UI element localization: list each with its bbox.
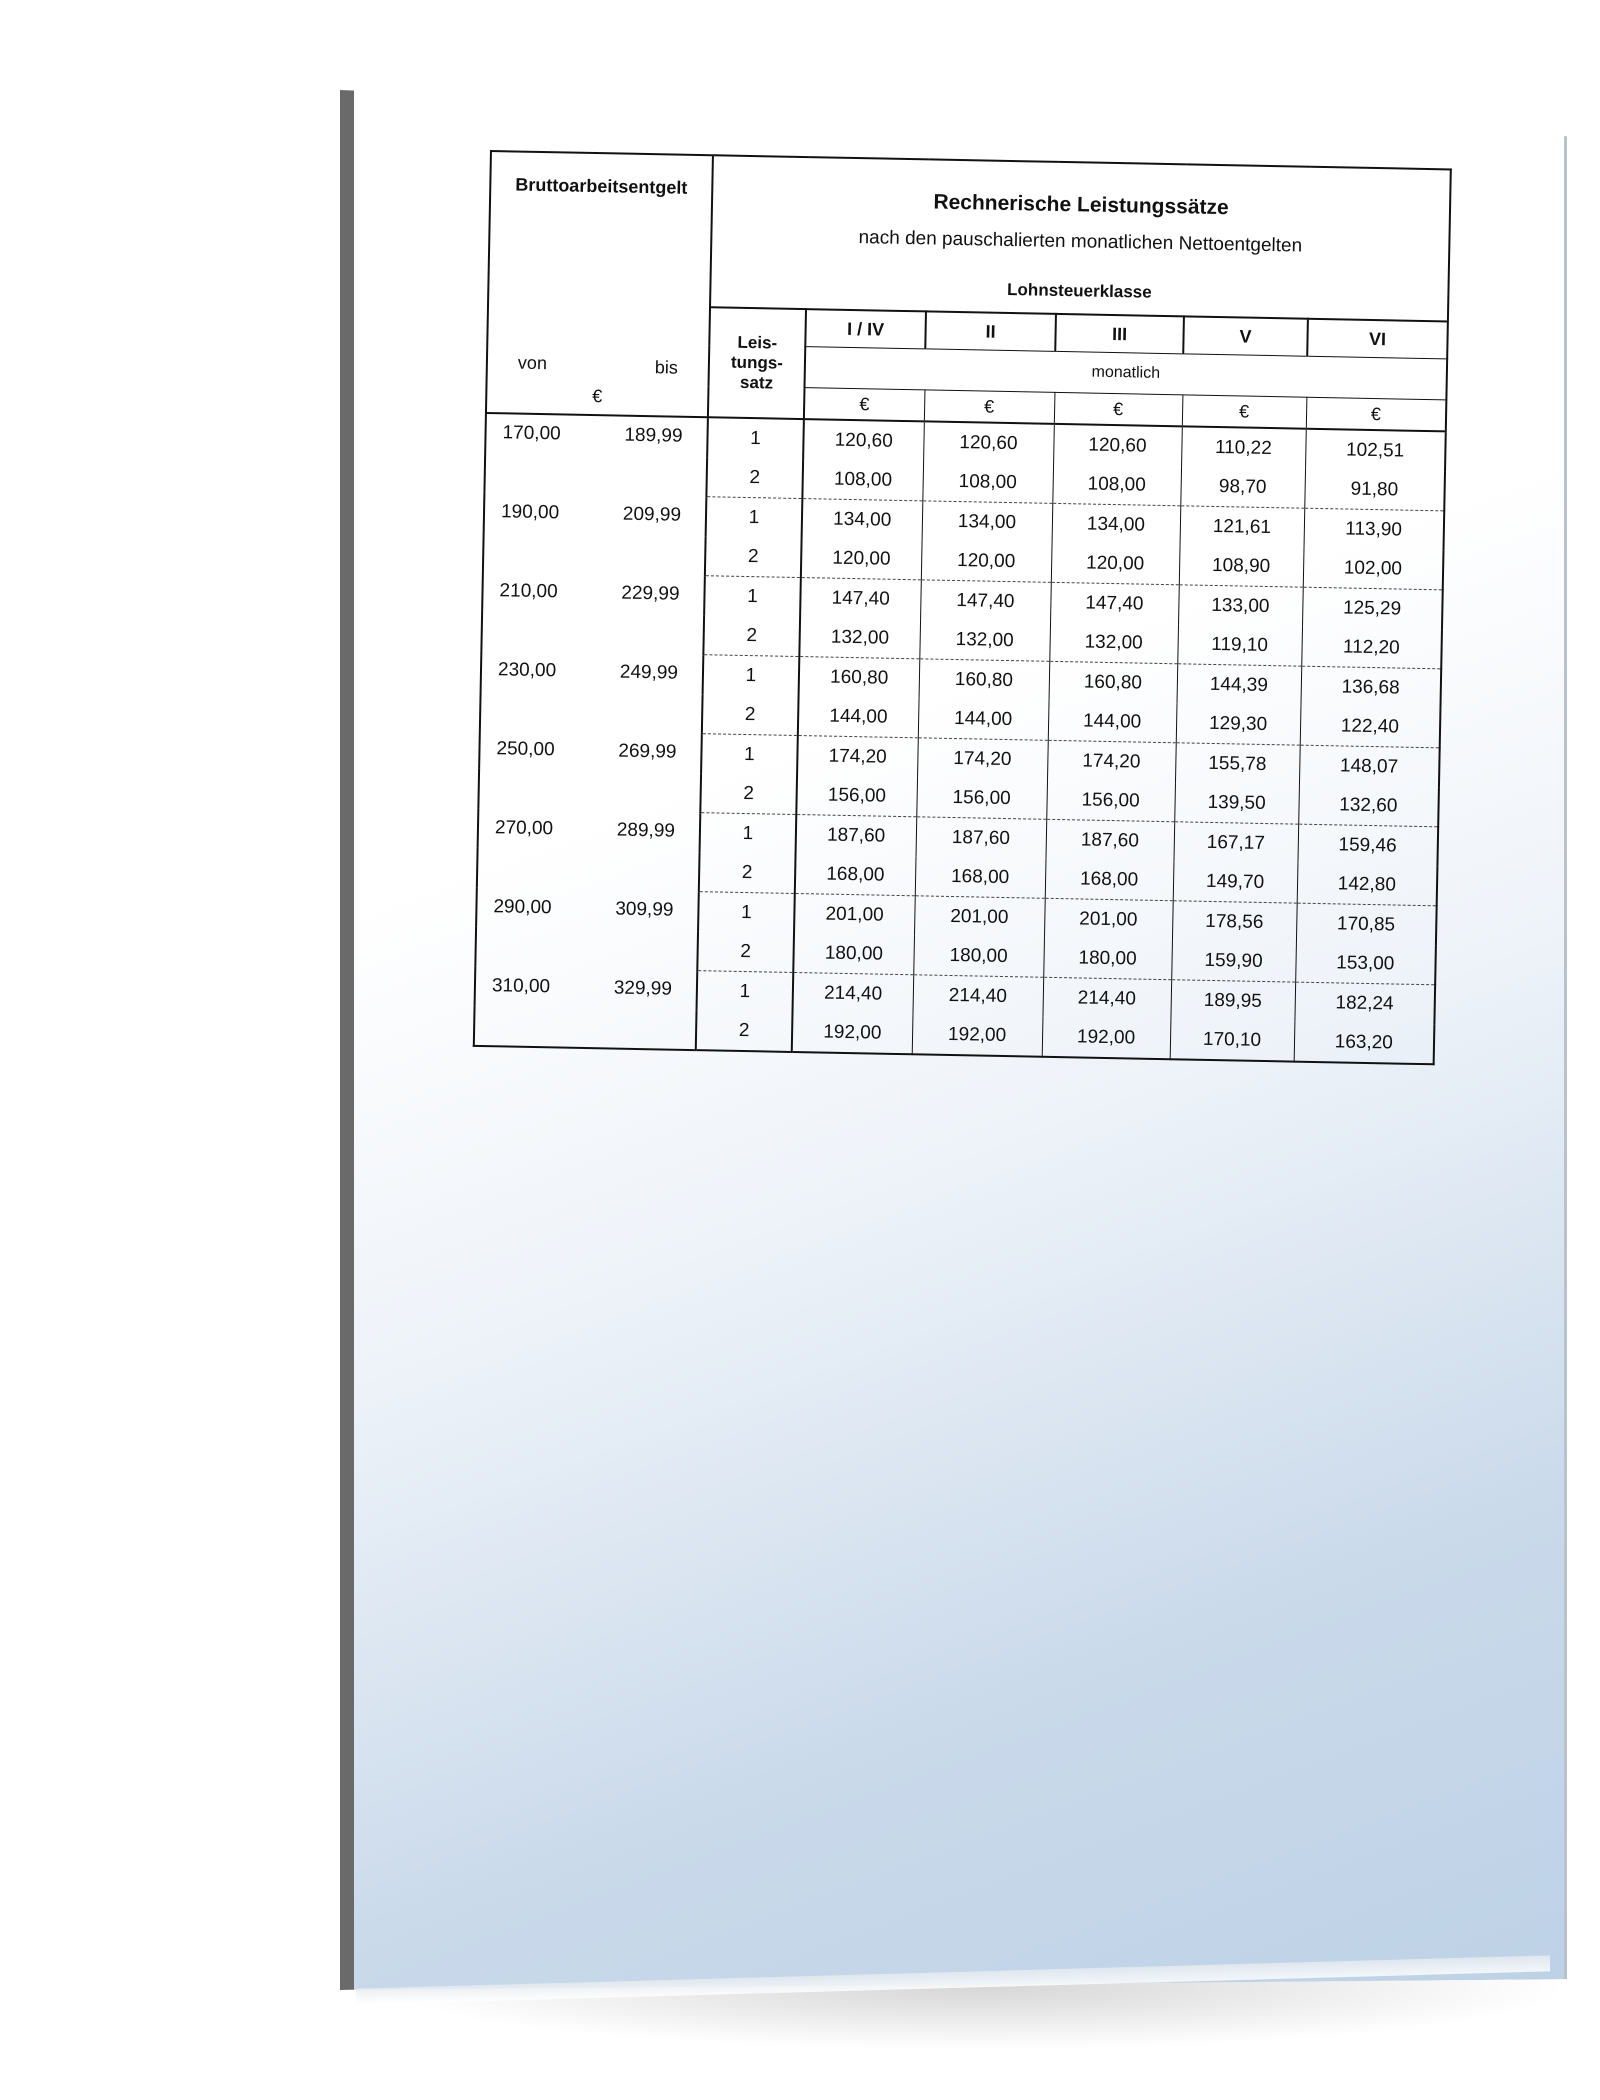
table-title: Rechnerische Leistungssätze: [933, 190, 1229, 220]
rate-value-cell: 163,20: [1294, 1022, 1435, 1065]
brutto-label: Bruttoarbeitsentgelt: [515, 174, 688, 198]
brutto-range-cell: [480, 650, 703, 733]
rate-value-cell: 168,00: [1045, 859, 1174, 901]
range-von-value: 290,00: [493, 895, 552, 918]
rate-value-cell: 214,40: [793, 972, 914, 1014]
rate-value-cell: 180,00: [1043, 938, 1172, 980]
brutto-range-cell: [484, 413, 707, 497]
rate-value-cell: 189,95: [1170, 980, 1295, 1022]
rate-value-cell: 180,00: [913, 935, 1044, 977]
rate-value-cell: 192,00: [792, 1012, 913, 1054]
range-bis-value: 209,99: [622, 503, 682, 526]
range-von-value: 210,00: [499, 579, 558, 602]
range-von-value: 190,00: [500, 500, 560, 523]
range-von-value: 230,00: [497, 658, 557, 681]
rate-value-cell: 192,00: [912, 1014, 1043, 1056]
leistungssatz-value: 1: [701, 734, 798, 775]
leistungssatz-value: 1: [697, 971, 794, 1012]
rate-value-cell: 160,80: [1049, 661, 1178, 703]
klasse-ii-header: II: [925, 311, 1056, 351]
rate-value-cell: 201,00: [914, 896, 1045, 938]
rate-value-cell: 182,24: [1335, 991, 1394, 1015]
leistungssatz-value: 1: [703, 655, 800, 696]
currency-symbol: €: [1054, 392, 1183, 426]
brutto-range: [485, 500, 705, 526]
rate-value-cell: 120,00: [1051, 543, 1180, 585]
rate-value-cell: 108,00: [802, 459, 923, 501]
rate-value-cell: 122,40: [1300, 706, 1441, 748]
rate-value-cell: 149,70: [1173, 861, 1298, 903]
brutto-range-cell: [478, 729, 701, 812]
brutto-range: [477, 895, 697, 921]
rate-value-cell: 98,70: [1180, 466, 1305, 508]
rate-value-cell: 102,00: [1303, 548, 1444, 590]
rate-value-cell: 174,20: [1047, 740, 1176, 782]
leistungssatz-value: 2: [700, 773, 797, 814]
range-bis-value: 249,99: [619, 661, 679, 684]
rate-value-cell: 148,07: [1339, 754, 1399, 778]
rate-value-cell: 139,50: [1174, 782, 1299, 824]
rate-value-cell: 187,60: [1045, 819, 1174, 861]
rate-value-cell: 201,00: [794, 893, 915, 935]
rate-value-cell: 134,00: [802, 499, 923, 541]
range-von-value: 170,00: [502, 422, 561, 445]
range-bis-value: 229,99: [621, 582, 680, 605]
rate-value-cell: 174,20: [917, 738, 1048, 780]
leistungssatz-value: 1: [700, 813, 797, 854]
rate-value-cell: 125,29: [1342, 596, 1402, 620]
rate-value-cell: 156,00: [796, 775, 917, 817]
table-subtitle: nach den pauschalierten monatlichen Nettoentgelten: [858, 227, 1303, 257]
rate-value-cell: 120,00: [801, 538, 922, 580]
rate-value-cell: 144,39: [1177, 664, 1302, 706]
rate-value-cell: 110,22: [1181, 426, 1306, 468]
range-bis-value: 329,99: [613, 977, 673, 1000]
rate-value-cell: 167,17: [1173, 822, 1298, 864]
rate-value-cell: 160,80: [799, 657, 920, 699]
rate-value-cell: 192,00: [1042, 1017, 1171, 1059]
klasse-iii-header: III: [1055, 314, 1184, 354]
brutto-range-cell: [475, 887, 698, 970]
rate-value-cell: 144,00: [798, 696, 919, 738]
rate-value-cell: 168,00: [795, 854, 916, 896]
range-bis-value: 289,99: [616, 819, 676, 842]
leistungssatz-label-line: satz: [739, 372, 774, 393]
rate-value-cell: 147,40: [920, 580, 1051, 622]
rate-value-cell: 178,56: [1172, 901, 1297, 943]
von-label: von: [517, 352, 548, 374]
rate-value-cell: 134,00: [922, 501, 1053, 543]
rate-value-cell: 120,60: [923, 421, 1054, 463]
brutto-range: [483, 579, 703, 605]
rate-value-cell: 214,40: [1042, 977, 1171, 1019]
range-bis-value: 269,99: [618, 740, 677, 763]
rate-value-cell: 108,00: [1052, 464, 1181, 506]
rate-value-cell: 132,00: [1049, 622, 1178, 664]
brutto-range: [486, 422, 706, 448]
rate-value-cell: 187,60: [916, 817, 1047, 859]
title-cell: [710, 155, 1451, 321]
rate-value-cell: 156,00: [1046, 780, 1175, 822]
klasse-vi-header: VI: [1307, 319, 1448, 359]
rate-value-cell: 144,00: [1048, 701, 1177, 743]
rate-bands: [474, 413, 1446, 1064]
rate-value-cell: 147,40: [1050, 582, 1179, 624]
rate-value-cell: 201,00: [1044, 898, 1173, 940]
currency-symbol: €: [804, 388, 925, 422]
brutto-range: [482, 658, 702, 684]
rate-value-cell: 136,68: [1341, 675, 1400, 699]
range-von-value: 250,00: [496, 737, 555, 760]
currency-symbol: €: [1182, 395, 1307, 429]
rate-value-cell: 147,40: [800, 578, 921, 620]
rate-value-cell: 170,10: [1170, 1019, 1295, 1061]
range-bis-value: 309,99: [615, 898, 674, 921]
rate-value-cell: 132,60: [1298, 785, 1439, 827]
leistungssatz-value: 2: [706, 457, 803, 498]
rate-value-cell: 108,00: [922, 461, 1053, 503]
rate-value-cell: 153,00: [1295, 943, 1436, 985]
brutto-currency: €: [592, 386, 603, 407]
brutto-range: [480, 737, 700, 763]
rate-value-cell: 112,20: [1301, 627, 1442, 669]
leistungssatz-value: 1: [698, 892, 795, 933]
range-bis-value: 189,99: [624, 424, 683, 447]
currency-symbol: €: [1306, 397, 1447, 431]
rate-value-cell: 214,40: [912, 975, 1043, 1017]
klasse-i-iv-header: I / IV: [805, 309, 926, 349]
rate-value-cell: 91,80: [1304, 469, 1445, 511]
lohnsteuerklasse-label: Lohnsteuerklasse: [1006, 279, 1152, 302]
rate-value-cell: 119,10: [1177, 624, 1302, 666]
brutto-range-cell: [483, 492, 706, 575]
brutto-range: [476, 974, 696, 1000]
monatlich-label: monatlich: [804, 347, 1447, 400]
brutto-header-cell: [486, 151, 713, 417]
rate-value-cell: 180,00: [793, 933, 914, 975]
leistungssatz-label-line: tungs-: [730, 352, 784, 373]
rate-value-cell: 120,60: [1053, 424, 1182, 466]
rate-value-cell: 102,51: [1345, 438, 1405, 462]
rate-value-cell: 159,46: [1338, 833, 1397, 857]
currency-symbol: €: [924, 390, 1055, 424]
range-von-value: 310,00: [491, 974, 551, 997]
range-von-value: 270,00: [494, 816, 554, 839]
rate-value-cell: 133,00: [1178, 585, 1303, 627]
leistungssatz-value: 1: [706, 497, 803, 538]
leistungssatz-value: 2: [696, 1010, 793, 1052]
leistungssatz-value: 2: [697, 931, 794, 972]
rate-value-cell: 121,61: [1180, 506, 1305, 548]
brutto-range-cell: [477, 808, 700, 891]
brutto-range: [479, 816, 699, 842]
brutto-range-cell: [474, 966, 697, 1050]
leistungssatz-value: 2: [702, 694, 799, 735]
rate-value-cell: 142,80: [1297, 864, 1438, 906]
rate-value-cell: 108,90: [1179, 545, 1304, 587]
leistungssatz-value: 1: [707, 417, 804, 459]
leistungssaetze-table-container: [473, 150, 1450, 1068]
rate-value-cell: 159,90: [1171, 940, 1296, 982]
leistungssatz-value: 2: [703, 615, 800, 656]
leistungssatz-label-line: Leis-: [737, 332, 778, 353]
leistungssatz-value: 2: [699, 852, 796, 893]
leistungssatz-value: 2: [705, 536, 802, 577]
rate-value-cell: 120,60: [803, 419, 924, 461]
leistungssaetze-table: [473, 150, 1452, 1065]
rate-value-cell: 132,00: [919, 619, 1050, 661]
rate-value-cell: 120,00: [921, 540, 1052, 582]
rate-value-cell: 129,30: [1176, 703, 1301, 745]
rate-value-cell: 170,85: [1336, 912, 1396, 936]
klasse-v-header: V: [1183, 316, 1308, 356]
rate-value-cell: 168,00: [915, 856, 1046, 898]
rate-value-cell: 187,60: [796, 815, 917, 857]
rate-value-cell: 113,90: [1345, 517, 1403, 541]
rate-value-cell: 134,00: [1052, 503, 1181, 545]
leistungssatz-value: 1: [704, 576, 801, 617]
brutto-range-cell: [481, 571, 704, 654]
rate-value-cell: 132,00: [799, 617, 920, 659]
rate-value-cell: 155,78: [1175, 743, 1300, 785]
bis-label: bis: [654, 357, 679, 378]
rate-value-cell: 160,80: [919, 659, 1050, 701]
rate-value-cell: 156,00: [916, 777, 1047, 819]
rate-value-cell: 174,20: [797, 736, 918, 778]
leistungssatz-header: [708, 307, 806, 419]
rate-value-cell: 144,00: [918, 698, 1049, 740]
